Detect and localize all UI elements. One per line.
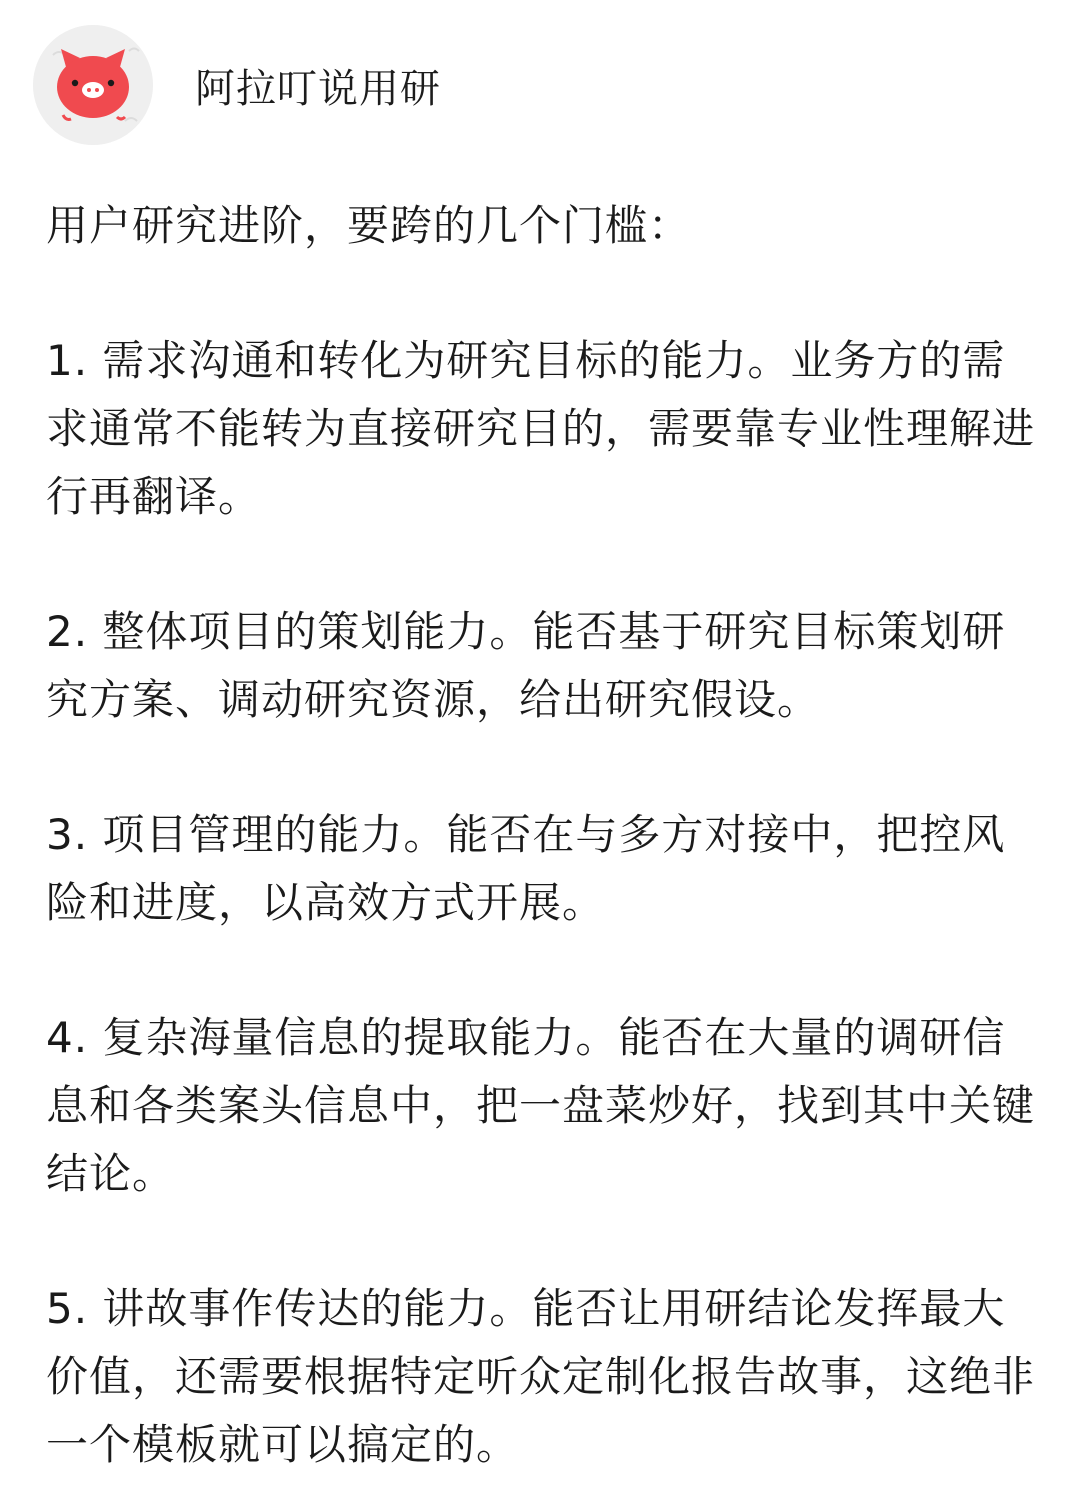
post-content: [46, 192, 1046, 1479]
post-point-5: 5. 讲故事作传达的能力。能否让用研结论发挥最大价值，还需要根据特定听众定制化报告故事，这绝非一个模板就可以搞定的。: [46, 1284, 1036, 1469]
red-pig-face-icon: [33, 25, 153, 145]
post-point-1: 1. 需求沟通和转化为研究目标的能力。业务方的需求通常不能转为直接研究目的，需要靠专业性理解进行再翻译。: [46, 336, 1036, 521]
post-point-2: 2. 整体项目的策划能力。能否基于研究目标策划研究方案、调动研究资源，给出研究假设。: [46, 607, 1006, 724]
post-intro: 用户研究进阶，要跨的几个门槛：: [46, 201, 692, 250]
post-point-4: 4. 复杂海量信息的提取能力。能否在大量的调研信息和各类案头信息中，把一盘菜炒好，找到其中关键结论。: [46, 1013, 1036, 1198]
post-header: [0, 0, 1080, 170]
post-point-3: 3. 项目管理的能力。能否在与多方对接中，把控风险和进度，以高效方式开展。: [46, 810, 1006, 927]
author-name[interactable]: 阿拉叮说用研: [195, 66, 441, 112]
author-avatar[interactable]: [33, 25, 153, 145]
